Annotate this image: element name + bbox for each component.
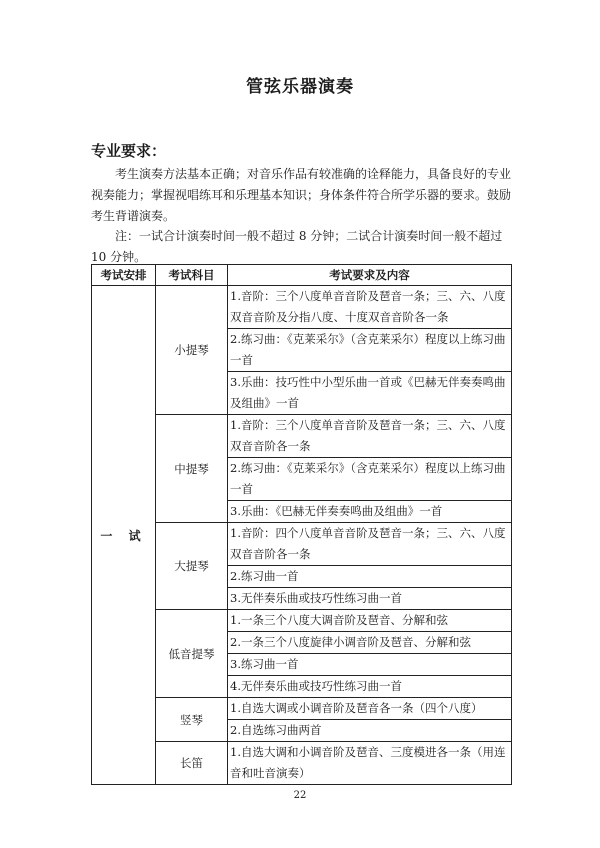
requirement-cell: 3.练习曲一首: [228, 654, 512, 676]
requirement-cell: 1.自选大调和小调音阶及琶音、三度模进各一条（用连音和吐音演奏）: [228, 742, 512, 785]
requirement-cell: 2.练习曲：《克莱采尔》（含克莱采尔）程度以上练习曲一首: [228, 329, 512, 372]
instrument-cell-cello: 大提琴: [156, 523, 228, 610]
section-heading: 专业要求：: [91, 142, 167, 160]
page-number: 22: [293, 790, 307, 801]
requirement-cell: 3.乐曲：《巴赫无伴奏奏鸣曲及组曲》一首: [228, 501, 512, 523]
note-paragraph: 注：一试合计演奏时间一般不超过 8 分钟；二试合计演奏时间一般不超过 10 分钟。: [91, 229, 503, 264]
requirement-cell: 2.练习曲一首: [228, 566, 512, 588]
requirement-cell: 1.音阶：三个八度单音音阶及琶音一条；三、六、八度双音音阶各一条: [228, 415, 512, 458]
requirement-cell: 4.无伴奏乐曲或技巧性练习曲一首: [228, 676, 512, 698]
header-subject: 考试科目: [156, 265, 228, 286]
header-content: 考试要求及内容: [228, 265, 512, 286]
requirement-cell: 3.乐曲：技巧性中小型乐曲一首或《巴赫无伴奏奏鸣曲及组曲》一首: [228, 372, 512, 415]
requirement-cell: 2.一条三个八度旋律小调音阶及琶音、分解和弦: [228, 632, 512, 654]
instrument-cell-violin: 小提琴: [156, 286, 228, 415]
requirement-cell: 2.自选练习曲两首: [228, 720, 512, 742]
stage-cell: 一 试: [92, 286, 156, 785]
header-stage: 考试安排: [92, 265, 156, 286]
requirement-cell: 1.音阶：四个八度单音音阶及琶音一条；三、六、八度双音音阶各一条: [228, 523, 512, 566]
requirement-cell: 3.无伴奏乐曲或技巧性练习曲一首: [228, 588, 512, 610]
table-header-row: [92, 265, 512, 286]
page-title: 管弦乐器演奏: [246, 77, 354, 97]
requirement-cell: 1.音阶：三个八度单音音阶及琶音一条；三、六、八度双音音阶及分指八度、十度双音音阶各一条: [228, 286, 512, 329]
instrument-cell-flute: 长笛: [156, 742, 228, 785]
requirement-cell: 1.自选大调或小调音阶及琶音各一条（四个八度）: [228, 698, 512, 720]
instrument-cell-viola: 中提琴: [156, 415, 228, 523]
instrument-cell-harp: 竖琴: [156, 698, 228, 742]
intro-paragraph: 考生演奏方法基本正确；对音乐作品有较准确的诠释能力，具备良好的专业视奏能力；掌握视唱练耳和乐理基本知识；身体条件符合所学乐器的要求。鼓励考生背谱演奏。: [91, 167, 512, 223]
requirement-cell: 1.一条三个八度大调音阶及琶音、分解和弦: [228, 610, 512, 632]
exam-requirements-table: [91, 264, 512, 785]
requirement-cell: 2.练习曲：《克莱采尔》（含克莱采尔）程度以上练习曲一首: [228, 458, 512, 501]
table-row: [92, 286, 512, 329]
instrument-cell-double-bass: 低音提琴: [156, 610, 228, 698]
